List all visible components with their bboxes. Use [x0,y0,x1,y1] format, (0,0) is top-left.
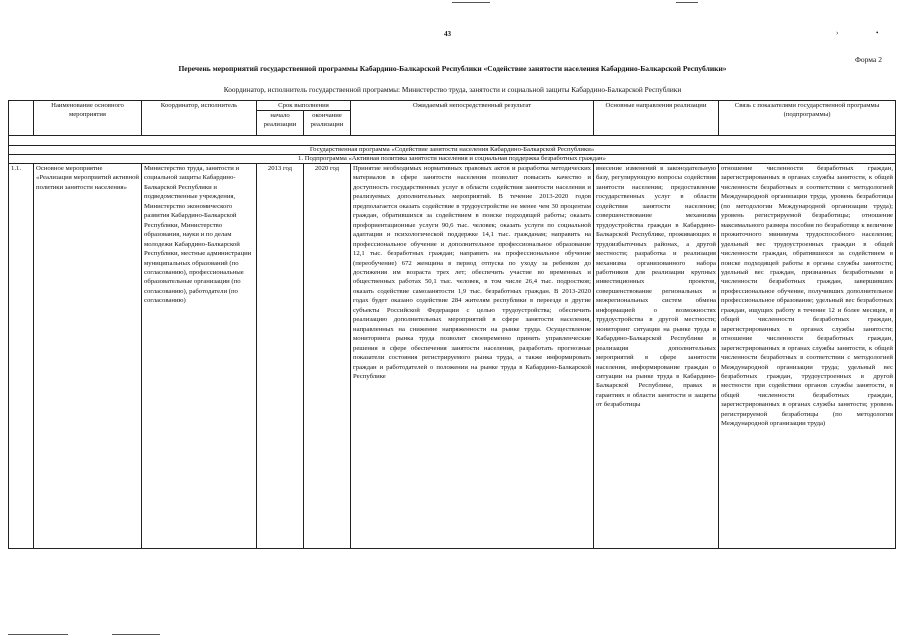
form-label: Форма 2 [855,55,882,64]
row-directions: внесение изменений в законодательную базу, регулирующую вопросы содействия занятости населения; предоставление государственных услуг в области содействия занятости населения; совершенствование механизма трудоустройства граждан в Кабардино-Балкарской Республике, проживающих в трудоизбыточных районах, а другой местности; разработка и реализация механизма организованного набора работников для реализации крупных инвестиционных проектов, совершенствование региональных и межрегиональных систем обмена информацией о возможностях трудоустройства в другой местности; мониторинг ситуации на рынке труда в Кабардино-Балкарской Республике и реализация дополнительных мероприятий в сфере занятости населения, информирование граждан о ситуации на рынке труда в Кабардино-Балкарской Республике, правах и гарантиях в области занятости и защиты от безработицы [594,164,719,549]
program-row: Государственная программа «Содействие занятости населения Кабардино-Балкарской Республики» [9,146,896,155]
scan-artifact [8,634,68,635]
table-row [9,164,896,549]
row-coordinator: Министерство труда, занятости и социальной защиты Кабардино-Балкарской Республики и подведомственные учреждения, Министерство экономического развития Кабардино-Балкарской Республики, Министерство образования, науки и по делам молодежи Кабардино-Балкарской Республики, местные администрации муниципальных образований (по согласованию), профессиональные образовательные организации (по согласованию), работодатели (по согласованию) [142,164,257,549]
row-result: Принятие необходимых нормативных правовых актов и разработка методических материалов в сфере занятости населения позволит повысить качество и доступность государственных услуг в области содействия занятости населения и реализуемых дополнительных мероприятий. В течение 2013-2020 годов предполагается оказать содействие в трудоустройстве не менее чем 30 процентам граждан, обратившихся за содействием в поиске подходящей работы; оказать профориентационные услуги 90,6 тыс. человек; оказать услуги по социальной адаптации и психологической поддержке 14,1 тыс. гражданам; направить на профессиональное обучение и дополнительное профессиональное образование 12,1 тыс. безработных граждан; направить на профессиональное обучение (переобучение) 672 женщина в период отпуска по уходу за ребенком до достижения им возраста трех лет; обеспечить участие во временных и общественных работах 50,1 тыс. человек, в том числе 26,4 тыс. подростков; оказать содействие самозанятости 1,9 тыс. безработных граждан. В 2013-2020 годах будет оказано содействие 284 жителям республики в переезде в другие субъекты Российской Федерации с целью трудоустройства; обеспечить реализацию дополнительных мероприятий в сфере занятости населения, направленных на снижение напряженности на рынке труда. Осуществление мониторинга рынка труда позволит своевременно принять управленческие решения в сфере обеспечения занятости населения, разработать прогнозные показатели состояния регистрируемого рынка труда, а также информировать граждан и работодателей о положении на рынке труда в Кабардино-Балкарской Республике [351,164,594,549]
page-number: 43 [444,30,451,38]
header-num [9,101,34,136]
subprogram-row: 1. Подпрограмма «Активная политика занятости населения и социальная поддержка безработных граждан» [9,155,896,164]
coordinator-line: Координатор, исполнитель государственной программы: Министерство труда, занятости и социальной защиты Кабардино-Балкарской Республики [223,85,682,94]
scan-mark: › [836,29,839,37]
scan-artifact [676,2,698,3]
scan-artifact [452,2,490,3]
header-coordinator: Координатор, исполнитель [142,101,257,136]
header-end: окончание реализации [304,111,351,136]
row-link: отношение численности безработных граждан, зарегистрированных в органах службы занятости, к общей численности безработных в соответствии с методологией Международной организации труда, уровень безработицы (по методологии Международной организации труда); уровень регистрируемой безработицы; отношение максимального размера пособия по безработице к величине прожиточного минимума трудоспособного населения; удельный вес трудоустроенных граждан в общей численности граждан, обратившихся за содействием в поиске подходящей работы в органы службы занятости; удельный вес граждан, признанных безработными в численности безработных граждан, завершивших профессиональное обучение, получивших дополнительное профессиональное образование; удельный вес безработных граждан, ищущих работу в течение 12 и более месяцев, в общей численности безработных граждан, зарегистрированных в органах службы занятости; отношение численности безработных граждан, зарегистрированных в органах службы занятости, к общей численности безработных в соответствии с методологией Международной организации труда; удельный вес безработных граждан, трудоустроенных в другой местности при содействии органов службы занятости, в общей численности безработных граждан, зарегистрированных в органах службы занятости; уровень регистрируемой безработицы (по методологии Международной организации труда) [719,164,896,549]
spacer-row [9,136,896,146]
row-end: 2020 год [304,164,351,549]
document-title: Перечень мероприятий государственной программы Кабардино-Балкарской Республики «Содействие занятости населения Кабардино-Балкарской Республики» [178,64,727,73]
header-link: Связь с показателями государственной программы (подпрограммы) [719,101,896,136]
measures-table [8,100,896,549]
header-term: Срок выполнения [257,101,351,111]
header-start: начало реализации [257,111,304,136]
row-name: Основное мероприятие «Реализация мероприятий активной политики занятости населения» [34,164,142,549]
header-result: Ожидаемый непосредственный результат [351,101,594,136]
row-start: 2013 год [257,164,304,549]
scan-mark: • [876,29,879,37]
header-directions: Основные направления реализации [594,101,719,136]
row-number: 1.1. [9,164,34,549]
header-name: Наименование основного мероприятия [34,101,142,136]
scan-artifact [112,634,160,635]
